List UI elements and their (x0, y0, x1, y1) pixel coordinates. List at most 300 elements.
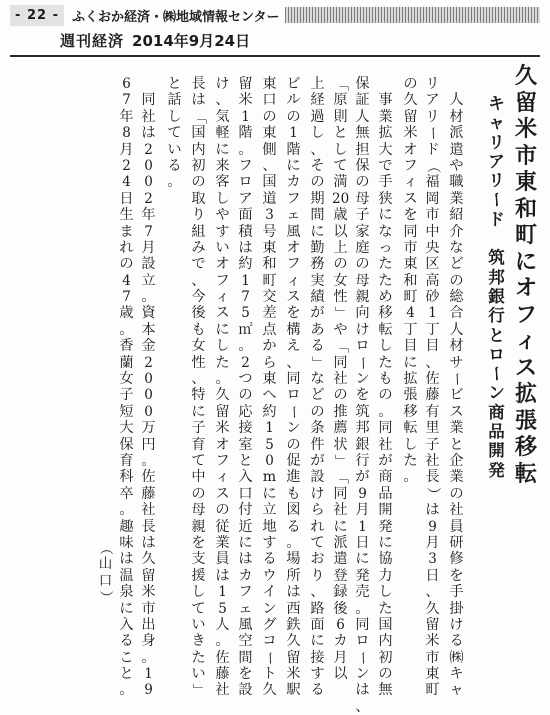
glyph: 行 (355, 452, 370, 469)
glyph: カ (286, 174, 301, 191)
glyph: リ (488, 132, 505, 152)
glyph: フ (215, 452, 230, 469)
glyph: 4 (122, 174, 131, 191)
glyph: て (310, 534, 325, 551)
glyph: 0 (265, 452, 274, 469)
glyph: 件 (310, 436, 325, 453)
glyph: 。 (238, 141, 253, 158)
glyph: 久 (425, 600, 440, 617)
glyph: が (355, 469, 370, 486)
glyph: 子 (119, 387, 134, 404)
glyph: 生 (119, 207, 134, 224)
glyph: 売 (355, 584, 370, 601)
glyph: 号 (262, 223, 277, 240)
glyph: 女 (119, 371, 134, 388)
glyph: 手 (449, 584, 464, 601)
glyph: に (403, 354, 418, 371)
glyph (487, 229, 506, 248)
glyph: と (333, 125, 348, 142)
glyph: に (378, 534, 393, 551)
glyph: 央 (425, 239, 440, 256)
glyph: に (333, 518, 348, 535)
glyph: 軽 (215, 125, 230, 142)
subheadline (487, 94, 506, 480)
glyph: 留 (403, 108, 418, 125)
glyph: の (355, 256, 370, 273)
glyph: 。 (378, 403, 393, 420)
glyph: ー (354, 355, 371, 370)
glyph: し (333, 141, 348, 158)
glyph (140, 76, 157, 92)
glyph: 保 (355, 76, 370, 92)
glyph: る (310, 338, 325, 355)
glyph: け (310, 485, 325, 502)
glyph: ン (286, 420, 301, 437)
glyph: 佐 (215, 649, 230, 666)
glyph: カ (333, 633, 348, 650)
glyph: 応 (238, 403, 253, 420)
glyph: ド (425, 141, 440, 158)
glyph: の (191, 485, 206, 502)
glyph: 推 (333, 403, 348, 420)
glyph: と (488, 325, 505, 345)
glyph: 子 (355, 207, 370, 224)
glyph: 米 (514, 117, 537, 142)
glyph: ） (97, 590, 114, 605)
glyph: な (449, 239, 464, 256)
glyph: 市 (425, 207, 440, 224)
glyph: に (355, 551, 370, 568)
glyph: 同 (378, 420, 393, 437)
glyph: れ (119, 239, 134, 256)
glyph: は (141, 534, 156, 551)
glyph: 開 (488, 441, 505, 461)
glyph: 4 (406, 305, 415, 322)
body-column (332, 76, 349, 682)
glyph: ウ (262, 567, 277, 584)
glyph: 図 (286, 502, 301, 519)
glyph: キ (449, 666, 464, 683)
glyph: る (449, 633, 464, 650)
glyph: 所 (286, 567, 301, 584)
glyph: 大 (119, 420, 134, 437)
glyph: す (310, 666, 325, 683)
glyph: 交 (262, 289, 277, 306)
glyph: グ (262, 616, 277, 633)
glyph: 家 (355, 223, 370, 240)
glyph: 状 (333, 436, 348, 453)
glyph: 味 (119, 534, 134, 551)
glyph: 設 (310, 469, 325, 486)
glyph: 里 (425, 420, 440, 437)
glyph: を (355, 387, 370, 404)
glyph: 金 (141, 338, 156, 355)
glyph: 保 (355, 157, 370, 174)
glyph: 東 (403, 256, 418, 273)
header-top-line (10, 2, 540, 28)
glyph: 発 (378, 518, 393, 535)
glyph: リ (425, 76, 440, 92)
glyph: 1 (144, 666, 153, 683)
glyph: ロ (286, 387, 301, 404)
glyph: 0 (144, 403, 153, 420)
glyph: っ (378, 239, 393, 256)
glyph: 9 (428, 518, 437, 535)
glyph: 員 (215, 551, 230, 568)
glyph: 、 (191, 272, 206, 289)
glyph: 張 (514, 408, 537, 434)
glyph: 、 (191, 371, 206, 388)
glyph: 山 (98, 556, 113, 573)
glyph: 久 (215, 387, 230, 404)
glyph: 業 (449, 190, 464, 207)
glyph: 4 (122, 272, 131, 289)
glyph: 人 (449, 321, 464, 338)
glyph: 品 (488, 422, 505, 442)
glyph: 設 (238, 682, 253, 699)
glyph: 転 (403, 420, 418, 437)
glyph: ー (354, 650, 371, 665)
glyph: い (215, 239, 230, 256)
glyph: 留 (425, 616, 440, 633)
glyph: り (191, 207, 206, 224)
glyph: 邦 (355, 420, 370, 437)
glyph: 期 (310, 190, 325, 207)
glyph: 町 (514, 223, 537, 248)
byline (97, 540, 114, 606)
glyph: 砂 (425, 289, 440, 306)
glyph: を (238, 666, 253, 683)
glyph: 筑 (355, 403, 370, 420)
body-column (166, 76, 183, 191)
glyph: 」 (309, 355, 326, 370)
glyph: 。 (215, 633, 230, 650)
glyph: 組 (191, 223, 206, 240)
glyph: オ (215, 256, 230, 273)
glyph: （ (424, 159, 441, 174)
glyph: ィ (215, 469, 230, 486)
glyph: 付 (238, 502, 253, 519)
glyph: ロ (238, 174, 253, 191)
glyph: 長 (141, 518, 156, 535)
glyph: 藤 (215, 666, 230, 683)
glyph: 1 (218, 584, 227, 601)
glyph: い (191, 616, 206, 633)
glyph: る (286, 518, 301, 535)
glyph: 接 (310, 649, 325, 666)
glyph: 担 (355, 141, 370, 158)
glyph: の (449, 272, 464, 289)
glyph: 。 (119, 682, 134, 699)
glyph: 品 (378, 485, 393, 502)
glyph: を (286, 305, 301, 322)
glyph: 商 (488, 402, 505, 422)
glyph: 、 (425, 584, 440, 601)
glyph: 構 (286, 321, 301, 338)
body-column (261, 76, 278, 699)
glyph: 月 (333, 649, 348, 666)
glyph: 務 (310, 256, 325, 273)
glyph: イ (262, 584, 277, 601)
glyph: ト (262, 666, 277, 683)
glyph: 員 (449, 518, 464, 535)
glyph: ス (403, 190, 418, 207)
glyph: 口 (98, 572, 113, 589)
glyph: 無 (378, 682, 393, 699)
glyph: 育 (191, 436, 206, 453)
glyph: と (119, 666, 134, 683)
glyph: 市 (425, 649, 440, 666)
glyph: 母 (355, 190, 370, 207)
glyph: ㈱ (449, 649, 464, 666)
glyph: 目 (425, 338, 440, 355)
glyph: 援 (191, 567, 206, 584)
glyph: 立 (262, 502, 277, 519)
glyph: は (238, 239, 253, 256)
glyph: 、 (215, 92, 230, 109)
glyph: て (191, 452, 206, 469)
glyph: に (215, 321, 230, 338)
glyph: 歳 (119, 305, 134, 322)
body-column (285, 76, 302, 699)
glyph: サ (449, 354, 464, 371)
glyph: 久 (286, 633, 301, 650)
glyph: 資 (141, 305, 156, 322)
glyph: 接 (238, 420, 253, 437)
glyph: 。 (238, 338, 253, 355)
glyph: オ (403, 141, 418, 158)
glyph: な (378, 223, 393, 240)
glyph: 。 (141, 649, 156, 666)
glyph: 風 (238, 616, 253, 633)
glyph: は (119, 551, 134, 568)
glyph: ス (514, 355, 537, 381)
glyph: 「 (190, 109, 207, 125)
glyph: 育 (119, 452, 134, 469)
glyph: ー (448, 372, 465, 387)
glyph: ア (238, 190, 253, 207)
glyph: 親 (355, 289, 370, 306)
glyph: カ (238, 567, 253, 584)
glyph: 手 (378, 174, 393, 191)
glyph: ェ (238, 600, 253, 617)
glyph: 社 (215, 682, 230, 699)
glyph: 、 (425, 354, 440, 371)
glyph: オ (215, 436, 230, 453)
glyph: 同 (333, 354, 348, 371)
glyph: 上 (310, 76, 325, 92)
glyph: は (425, 502, 440, 519)
glyph: 、 (355, 698, 370, 715)
body-column (377, 76, 394, 699)
glyph: け (215, 76, 230, 92)
glyph: る (262, 551, 277, 568)
glyph: 温 (119, 567, 134, 584)
glyph: え (286, 338, 301, 355)
glyph: 。 (286, 534, 301, 551)
glyph: し (167, 108, 182, 125)
glyph: ー (285, 404, 302, 420)
glyph: 張 (403, 387, 418, 404)
glyph: は (215, 567, 230, 584)
glyph: た (378, 354, 393, 371)
glyph: 5 (265, 436, 274, 453)
glyph: 同 (141, 92, 156, 109)
glyph: 東 (425, 666, 440, 683)
glyph: 西 (286, 600, 301, 617)
glyph: 入 (238, 469, 253, 486)
glyph: 。 (355, 600, 370, 617)
glyph: 満 (333, 174, 348, 191)
body-column (214, 76, 231, 699)
glyph: の (262, 108, 277, 125)
glyph: フ (238, 584, 253, 601)
glyph: 東 (262, 125, 277, 142)
glyph: ー (487, 191, 507, 209)
glyph: 側 (262, 141, 277, 158)
glyph: ア (488, 151, 505, 171)
glyph: し (215, 338, 230, 355)
glyph: 合 (449, 305, 464, 322)
glyph: 女 (333, 272, 348, 289)
glyph: 移 (378, 305, 393, 322)
glyph: フ (286, 190, 301, 207)
glyph: 人 (449, 92, 464, 109)
glyph: 身 (141, 633, 156, 650)
glyph: 2 (122, 157, 131, 174)
glyph: 社 (141, 108, 156, 125)
glyph: 差 (262, 305, 277, 322)
glyph: き (191, 633, 206, 650)
glyph: 年 (119, 108, 134, 125)
glyph: に (310, 223, 325, 240)
glyph: ィ (403, 174, 418, 191)
glyph: す (262, 534, 277, 551)
glyph: 0 (144, 371, 153, 388)
glyph: 久 (403, 92, 418, 109)
glyph: 面 (238, 207, 253, 224)
glyph: 子 (191, 420, 206, 437)
glyph: ） (424, 486, 441, 502)
glyph: 日 (355, 534, 370, 551)
glyph: つ (238, 371, 253, 388)
glyph: 遣 (333, 551, 348, 568)
glyph: 岡 (425, 190, 440, 207)
glyph: の (191, 174, 206, 191)
glyph: の (286, 108, 301, 125)
glyph: 銀 (488, 286, 505, 306)
glyph: た (403, 452, 418, 469)
glyph: 母 (191, 502, 206, 519)
glyph: 東 (514, 170, 537, 195)
glyph: ら (310, 502, 325, 519)
glyph: 進 (286, 469, 301, 486)
glyph: 0 (144, 157, 153, 174)
glyph: 発 (488, 460, 505, 480)
glyph: 米 (425, 633, 440, 650)
glyph: ど (310, 387, 325, 404)
glyph: 空 (238, 633, 253, 650)
glyph: 過 (310, 108, 325, 125)
glyph: ロ (355, 338, 370, 355)
page-header (0, 0, 550, 62)
glyph: に (378, 207, 393, 224)
glyph: し (378, 584, 393, 601)
glyph: 0 (144, 387, 153, 404)
glyph: る (167, 157, 182, 174)
glyph: 市 (514, 143, 537, 169)
glyph: の (378, 666, 393, 683)
glyph: 8 (122, 125, 131, 142)
glyph: の (119, 256, 134, 273)
glyph: 商 (378, 469, 393, 486)
glyph: 日 (425, 567, 440, 584)
glyph: 地 (262, 518, 277, 535)
glyph: 国 (262, 174, 277, 191)
glyph: 庭 (355, 239, 370, 256)
glyph: ィ (286, 272, 301, 289)
glyph: 1 (265, 420, 274, 437)
glyph: 性 (191, 354, 206, 371)
glyph: 2 (144, 190, 153, 207)
glyph: 1 (241, 272, 250, 289)
glyph: 薦 (333, 420, 348, 437)
glyph: て (333, 157, 348, 174)
glyph: 市 (141, 600, 156, 617)
glyph: 月 (355, 502, 370, 519)
glyph: 留 (286, 649, 301, 666)
glyph: ー (424, 126, 441, 141)
glyph: 発 (355, 567, 370, 584)
glyph: お (310, 551, 325, 568)
glyph: 親 (191, 518, 206, 535)
glyph: は (191, 92, 206, 109)
glyph: 7 (122, 289, 131, 306)
glyph: 筑 (488, 248, 505, 268)
glyph: る (310, 682, 325, 699)
glyph: 則 (333, 108, 348, 125)
glyph: 約 (262, 403, 277, 420)
glyph: 月 (425, 534, 440, 551)
body-column (354, 76, 371, 715)
glyph: 東 (262, 76, 277, 92)
glyph: 万 (141, 420, 156, 437)
glyph: め (378, 289, 393, 306)
glyph: 修 (449, 551, 464, 568)
glyph: 企 (449, 452, 464, 469)
glyph: た (378, 272, 393, 289)
glyph: 客 (215, 174, 230, 191)
glyph: 勤 (310, 239, 325, 256)
glyph: 鉄 (286, 616, 301, 633)
glyph: 派 (333, 534, 348, 551)
glyph: 2 (144, 141, 153, 158)
glyph: 日 (119, 190, 134, 207)
glyph: オ (286, 239, 301, 256)
glyph: て (167, 125, 182, 142)
glyph: 、 (286, 354, 301, 371)
glyph: 月 (141, 239, 156, 256)
glyph: 風 (286, 223, 301, 240)
glyph: 取 (191, 190, 206, 207)
glyph: 同 (403, 223, 418, 240)
glyph: 泉 (119, 584, 134, 601)
glyph: 0 (144, 174, 153, 191)
glyph: 福 (425, 174, 440, 191)
glyph: 丁 (425, 321, 440, 338)
glyph: 促 (286, 452, 301, 469)
glyph: 米 (403, 125, 418, 142)
